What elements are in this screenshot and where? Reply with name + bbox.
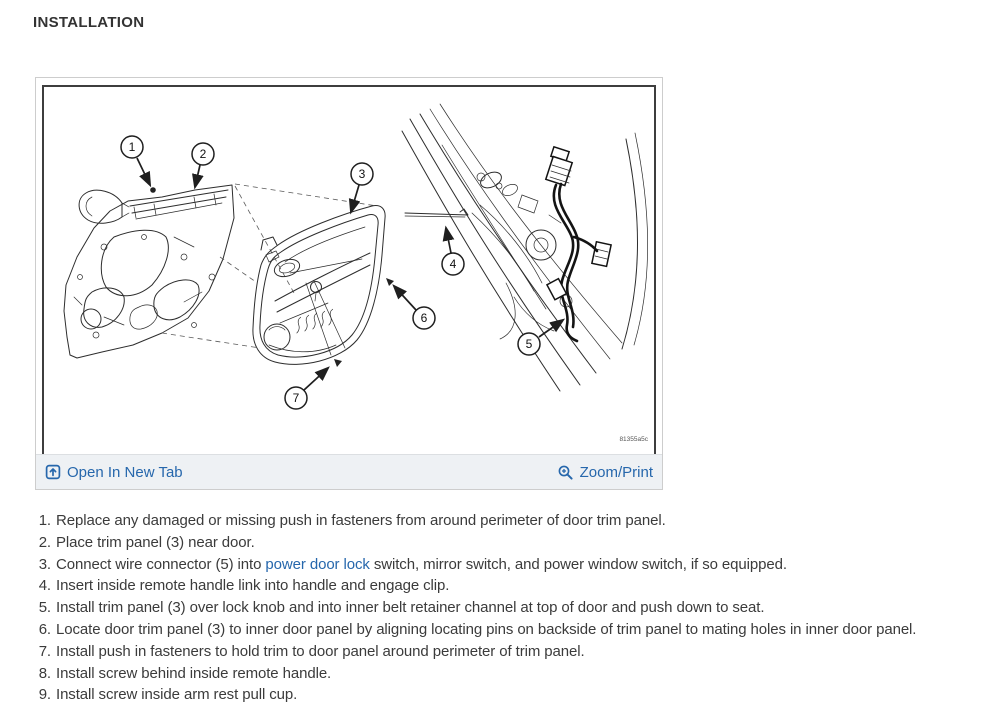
zoom-in-icon [557, 464, 574, 481]
step-text: Place trim panel (3) near door. [56, 533, 255, 551]
step-item-7 [33, 641, 993, 663]
step-number: 5. [38, 599, 51, 617]
callout-7: 7 [292, 391, 300, 405]
step-item-5 [33, 597, 993, 619]
step-text: Locate door trim panel (3) to inner door panel by aligning locating pins on backside of trim panel to mating holes in inner door panel. [56, 620, 917, 638]
step-item-9 [33, 684, 993, 706]
step-text: Install screw behind inside remote handle. [56, 664, 332, 682]
step-text: Install push in fasteners to hold trim to door panel around perimeter of trim panel. [56, 642, 585, 660]
installation-steps [33, 510, 993, 706]
callout-5: 5 [525, 337, 533, 351]
figure-toolbar [36, 454, 662, 489]
inner-door-panel [64, 185, 234, 358]
step-text: Install trim panel (3) over lock knob and into inner belt retainer channel at top of door and push down to seat. [56, 599, 765, 617]
door-trim-diagram [44, 87, 654, 454]
step-number: 7. [38, 642, 51, 660]
page-title: INSTALLATION [33, 14, 145, 31]
screw-7 [334, 359, 342, 367]
callout-6: 6 [420, 311, 428, 325]
step-item-6 [33, 619, 993, 641]
step-number: 9. [38, 686, 51, 704]
step-text-post: switch, mirror switch, and power window switch, if so equipped. [369, 555, 787, 573]
step-number: 2. [38, 533, 51, 551]
door-trim-panel [253, 206, 394, 367]
figure-panel [35, 77, 663, 490]
figure-image [42, 85, 656, 456]
callout-4: 4 [449, 257, 457, 271]
step-text: Replace any damaged or missing push in fasteners from around perimeter of door trim panel. [56, 512, 666, 529]
step-number: 3. [38, 555, 51, 573]
step-item-2 [33, 532, 993, 554]
step-text-pre: Connect wire connector (5) into [56, 555, 266, 573]
step-item-4 [33, 575, 993, 597]
step-number: 6. [38, 620, 51, 638]
open-in-new-tab-icon [45, 464, 61, 480]
figure-code: 81355a5c [619, 436, 648, 443]
open-in-new-tab-link[interactable] [45, 464, 183, 481]
step-item-1 [33, 510, 993, 532]
step-item-3 [33, 554, 993, 576]
callout-2: 2 [199, 147, 207, 161]
callout-1: 1 [128, 140, 136, 154]
screw-6 [386, 278, 394, 286]
step-number: 8. [38, 664, 51, 682]
callouts [121, 136, 563, 409]
callout-3: 3 [358, 167, 366, 181]
power-door-lock-link[interactable]: power door lock [265, 555, 370, 573]
handle-link-rod [405, 209, 468, 217]
step-item-8 [33, 663, 993, 685]
step-text: Insert inside remote handle link into handle and engage clip. [56, 577, 450, 595]
step-number: 1. [38, 512, 51, 529]
step-text: Install screw inside arm rest pull cup. [56, 686, 298, 704]
step-text [56, 554, 787, 576]
step-number: 4. [38, 577, 51, 595]
zoom-print-link[interactable] [557, 464, 653, 481]
zoom-print-label: Zoom/Print [579, 463, 653, 481]
open-in-new-tab-label: Open In New Tab [67, 463, 183, 481]
